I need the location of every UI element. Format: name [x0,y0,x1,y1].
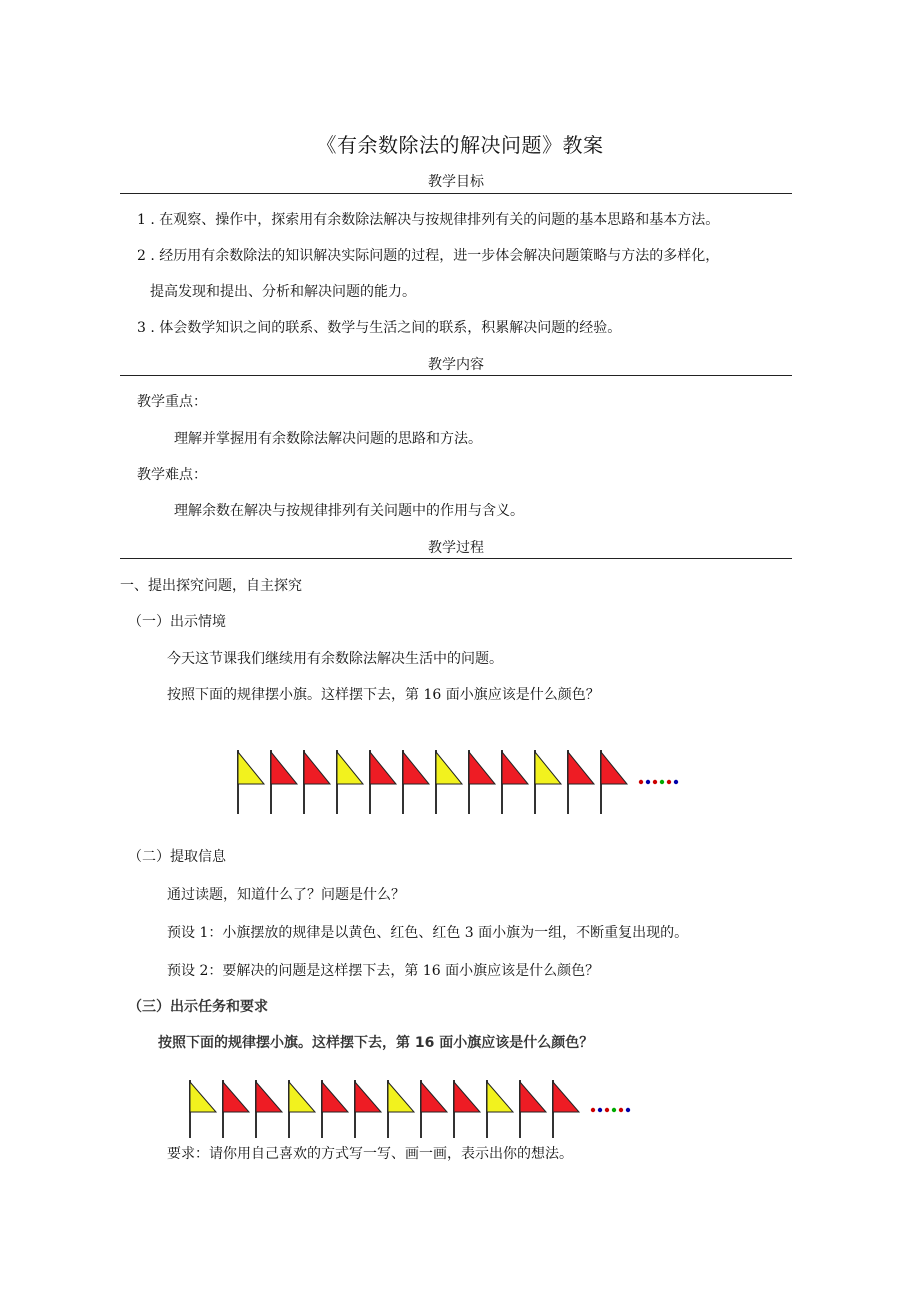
flag-red [322,1080,348,1138]
flag-red [403,750,429,814]
ellipsis-dot [612,1108,616,1112]
page-title: 《有余数除法的解决问题》教案 [316,133,604,157]
goal-2-continued: 提高发现和提出、分析和解决问题的能力。 [150,284,416,300]
ellipsis-dot [646,780,650,784]
ellipsis-dot [598,1108,602,1112]
ellipsis-dot [660,780,664,784]
step-3-question: 按照下面的规律摆小旗。这样摆下去，第 16 面小旗应该是什么颜色？ [158,1035,594,1051]
flag-sequence-illustration [232,744,692,816]
step-1-heading: （一）出示情境 [128,614,226,630]
flag-yellow [388,1080,414,1138]
step-3-heading: （三）出示任务和要求 [128,999,268,1015]
preset-2: 预设 2：要解决的问题是这样摆下去，第 16 面小旗应该是什么颜色？ [167,963,600,979]
ellipsis-dot [619,1108,623,1112]
section-divider [120,558,792,559]
part-1-heading: 一、提出探究问题，自主探究 [120,578,302,594]
ellipsis-dot [605,1108,609,1112]
flag-red [520,1080,546,1138]
ellipsis-dot [639,780,643,784]
flag-red [454,1080,480,1138]
flag-red [601,750,627,814]
step-2-question: 通过读题，知道什么了？问题是什么？ [167,887,405,903]
difficulty-label: 教学难点： [137,467,207,483]
flag-sequence-illustration-2 [184,1074,654,1142]
section-heading-goals: 教学目标 [428,174,484,190]
section-divider [120,193,792,194]
flag-red [271,750,297,814]
flag-red [223,1080,249,1138]
goal-3: 3 . 体会数学知识之间的联系、数学与生活之间的联系，积累解决问题的经验。 [137,320,622,336]
flag-red [469,750,495,814]
step-2-heading: （二）提取信息 [128,849,226,865]
ellipsis-dot [653,780,657,784]
flag-yellow [487,1080,513,1138]
ellipsis-dot [667,780,671,784]
preset-1: 预设 1：小旗摆放的规律是以黄色、红色、红色 3 面小旗为一组，不断重复出现的。 [167,925,689,941]
flag-red [370,750,396,814]
flag-red [355,1080,381,1138]
step-1-paragraph: 今天这节课我们继续用有余数除法解决生活中的问题。 [167,651,503,667]
ellipsis-dot [674,780,678,784]
flag-yellow [436,750,462,814]
key-point-label: 教学重点： [137,394,207,410]
step-3-requirement: 要求：请你用自己喜欢的方式写一写、画一画，表示出你的想法。 [167,1146,573,1162]
flag-yellow [238,750,264,814]
difficulty-text: 理解余数在解决与按规律排列有关问题中的作用与含义。 [174,503,524,519]
section-heading-process: 教学过程 [428,540,484,556]
ellipsis-dot [591,1108,595,1112]
flag-yellow [535,750,561,814]
step-1-question: 按照下面的规律摆小旗。这样摆下去，第 16 面小旗应该是什么颜色？ [167,687,600,703]
flag-red [502,750,528,814]
key-point-text: 理解并掌握用有余数除法解决问题的思路和方法。 [174,431,482,447]
goal-2: 2 . 经历用有余数除法的知识解决实际问题的过程，进一步体会解决问题策略与方法的多样化， [137,248,720,264]
ellipsis-dot [626,1108,630,1112]
flag-red [256,1080,282,1138]
flag-red [568,750,594,814]
goal-1: 1 . 在观察、操作中，探索用有余数除法解决与按规律排列有关的问题的基本思路和基本方法。 [137,212,720,228]
flag-yellow [337,750,363,814]
flag-yellow [190,1080,216,1138]
section-divider [120,375,792,376]
flag-red [304,750,330,814]
flag-red [421,1080,447,1138]
flag-yellow [289,1080,315,1138]
section-heading-content: 教学内容 [428,357,484,373]
flag-red [553,1080,579,1138]
